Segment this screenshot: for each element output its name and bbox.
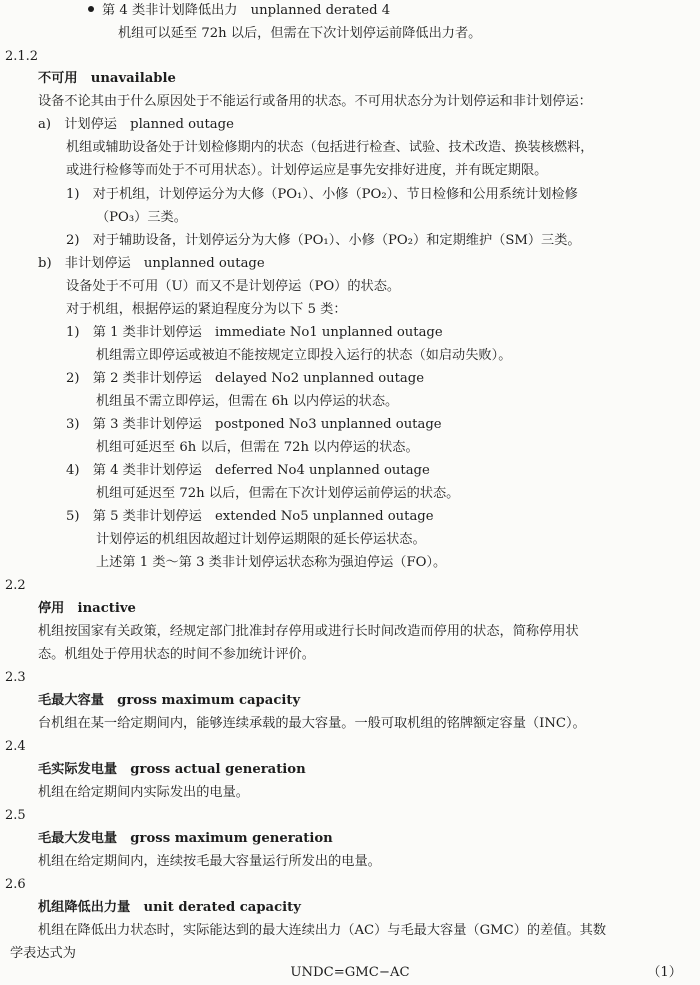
- formula: UNDC=GMC−AC: [290, 965, 410, 980]
- paragraph-line: 计划停运的机组因故超过计划停运期限的延长停运状态。: [96, 532, 426, 547]
- list-item: 1) 第 1 类非计划停运 immediate No1 unplanned outage: [66, 325, 443, 340]
- paragraph-line: 台机组在某一给定期间内，能够连续承载的最大容量。一般可取机组的铭牌额定容量（INC）。: [38, 716, 586, 731]
- paragraph-line: 机组在给定期间内实际发出的电量。: [38, 785, 249, 800]
- list-item: 5) 第 5 类非计划停运 extended No5 unplanned outage: [66, 509, 434, 524]
- paragraph-line: 态。机组处于停用状态的时间不参加统计评价。: [38, 647, 315, 662]
- list-item: 4) 第 4 类非计划停运 deferred No4 unplanned outage: [66, 463, 430, 478]
- paragraph-line: 学表达式为: [10, 946, 76, 961]
- list-item: 2) 第 2 类非计划停运 delayed No2 unplanned outage: [66, 371, 425, 386]
- paragraph-line: 机组需立即停运或被迫不能按规定立即投入运行的状态（如启动失败）。: [96, 348, 512, 363]
- term-heading: 毛实际发电量 gross actual generation: [38, 762, 306, 777]
- paragraph-line: 机组在给定期间内，连续按毛最大容量运行所发出的电量。: [38, 854, 381, 869]
- paragraph-line: 对于机组，根据停运的紧迫程度分为以下 5 类：: [66, 302, 347, 317]
- paragraph-line: 机组虽不需立即停运，但需在 6h 以内停运的状态。: [96, 394, 399, 409]
- paragraph-line: 设备处于不可用（U）而又不是计划停运（PO）的状态。: [66, 279, 401, 294]
- list-item-bullet: 第 4 类非计划降低出力 unplanned derated 4: [88, 2, 390, 20]
- paragraph-line: 机组可延迟至 72h 以后，但需在下次计划停运前停运的状态。: [96, 486, 460, 501]
- paragraph-line: 机组可延迟至 6h 以后，但需在 72h 以内停运的状态。: [96, 440, 419, 455]
- section-number: 2.2: [5, 578, 26, 593]
- paragraph-line: 机组或辅助设备处于计划检修期内的状态（包括进行检查、试验、技术改造、换装核燃料，: [66, 140, 594, 155]
- paragraph-line: 或进行检修等而处于不可用状态）。计划停运应是事先安排好进度，并有既定期限。: [66, 163, 548, 178]
- term-heading: 不可用 unavailable: [38, 71, 176, 86]
- term-heading: 毛最大容量 gross maximum capacity: [38, 693, 301, 708]
- section-number: 2.4: [5, 739, 26, 754]
- bullet-icon: [88, 6, 94, 12]
- term-heading: 机组降低出力量 unit derated capacity: [38, 900, 301, 915]
- paragraph-line: （PO₃）三类。: [96, 210, 187, 225]
- section-number: 2.1.2: [5, 49, 39, 64]
- list-item: 2) 对于辅助设备，计划停运分为大修（PO₁）、小修（PO₂）和定期维护（SM）三类。: [66, 233, 581, 248]
- equation-number: （1）: [647, 965, 682, 980]
- section-number: 2.5: [5, 808, 26, 823]
- paragraph-line: 上述第 1 类～第 3 类非计划停运状态称为强迫停运（FO）。: [96, 555, 447, 570]
- list-item: 1) 对于机组，计划停运分为大修（PO₁）、小修（PO₂）、节日检修和公用系统计划检修: [66, 187, 578, 202]
- paragraph-line: 设备不论其由于什么原因处于不能运行或备用的状态。不可用状态分为计划停运和非计划停运：: [38, 94, 592, 109]
- paragraph-line: 机组按国家有关政策，经规定部门批准封存停用或进行长时间改造而停用的状态，简称停用状: [38, 624, 579, 639]
- term-heading: 毛最大发电量 gross maximum generation: [38, 831, 333, 846]
- term-heading: 停用 inactive: [38, 601, 136, 616]
- paragraph-line: 机组在降低出力状态时，实际能达到的最大连续出力（AC）与毛最大容量（GMC）的差值。其数: [38, 923, 607, 938]
- list-item-heading: a) 计划停运 planned outage: [38, 117, 234, 132]
- section-number: 2.6: [5, 877, 26, 892]
- paragraph-line: 机组可以延至 72h 以后，但需在下次计划停运前降低出力者。: [118, 26, 482, 41]
- list-item-heading: b) 非计划停运 unplanned outage: [38, 256, 265, 271]
- section-number: 2.3: [5, 670, 26, 685]
- list-item: 3) 第 3 类非计划停运 postponed No3 unplanned outage: [66, 417, 442, 432]
